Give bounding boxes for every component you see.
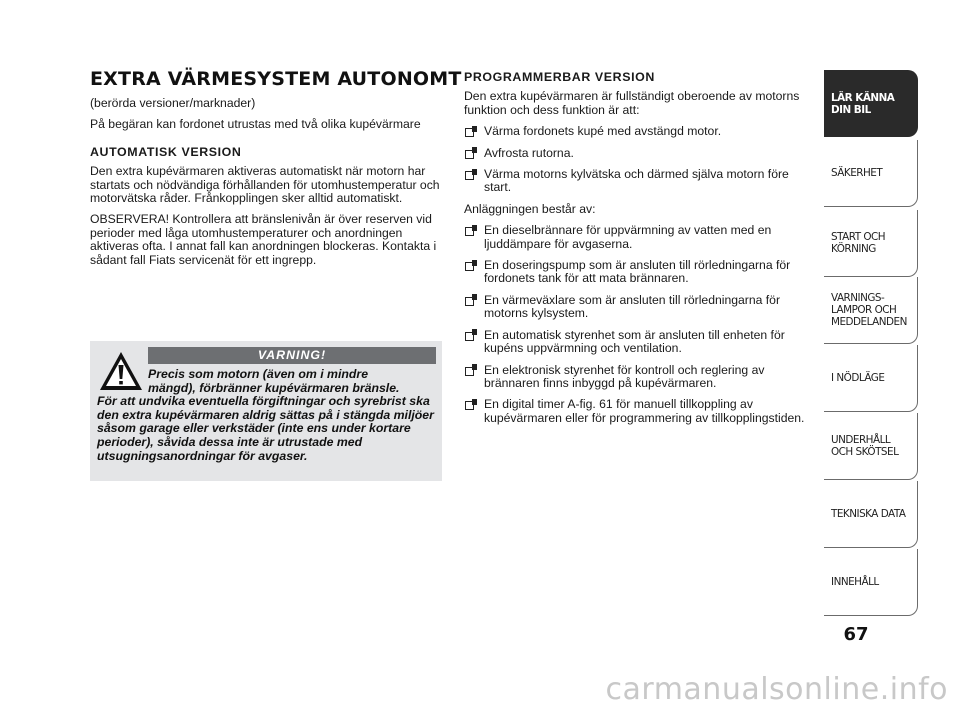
automatic-paragraph-2: OBSERVERA! Kontrollera att bränslenivån är över reserven vid perioder med låga utomhustemperaturer och anordningen aktiveras ofta. I annat fall kan anordningen blockeras. Kontakta i sådant fall Fiats servicenät för ett ingrepp. — [90, 212, 437, 267]
tab-i-nodlage[interactable]: I NÖDLÄGE — [824, 345, 918, 412]
automatic-version-heading: AUTOMATISK VERSION — [90, 144, 242, 159]
list-item: En doseringspump som är ansluten till rörledningarna för fordonets tank för att mata brännaren. — [464, 259, 809, 286]
checkbox-bullet-icon — [465, 171, 474, 180]
automatic-paragraph-1: Den extra kupévärmaren aktiveras automatiskt när motorn har startats och nödvändiga förhållanden för utomhustemperatur och motorvätska råder. Frånkopplingen sker alltid automatiskt. — [90, 164, 440, 206]
warning-box — [90, 341, 442, 481]
watermark-text: carmanualsonline.info — [605, 672, 948, 707]
page-title: EXTRA VÄRMESYSTEM AUTONOMT — [90, 68, 462, 90]
list-item: En automatisk styrenhet som är ansluten till enheten för kupéns uppvärmning och ventilation. — [464, 329, 809, 356]
list-item: En värmeväxlare som är ansluten till rörledningarna för motorns kylsystem. — [464, 294, 809, 321]
warning-text — [97, 368, 437, 463]
warning-rest: För att undvika eventuella förgiftningar och syrebrist ska den extra kupévärmaren aldrig sättas på i stängda miljöer såsom garage eller verkstäder (inte ens under kortare perioder), såvida dessa inte är utrustade med utsugningsanordningar för avgaser. — [97, 394, 434, 463]
parts-list — [464, 224, 809, 425]
intro-text: På begäran kan fordonet utrustas med två olika kupévärmare — [90, 117, 421, 132]
checkbox-bullet-icon — [465, 227, 474, 236]
list-item: En digital timer A-fig. 61 för manuell tillkoppling av kupévärmaren eller för programmering av tillkopplingstiden. — [464, 398, 809, 425]
tab-innehall[interactable]: INNEHÅLL — [824, 549, 918, 616]
list-item: Värma motorns kylvätska och därmed själva motorn före start. — [464, 168, 809, 195]
checkbox-bullet-icon — [465, 262, 474, 271]
tab-start-och-korning[interactable]: START OCH KÖRNING — [824, 210, 918, 277]
programmable-intro: Den extra kupévärmaren är fullständigt oberoende av motorns funktion och dess funktion är att: — [464, 89, 800, 117]
right-column — [464, 71, 809, 433]
tab-tekniska-data[interactable]: TEKNISKA DATA — [824, 481, 918, 548]
checkbox-bullet-icon — [465, 128, 474, 137]
versions-note: (berörda versioner/marknader) — [90, 96, 256, 110]
tab-underhall[interactable]: UNDERHÅLL OCH SKÖTSEL — [824, 413, 918, 480]
list-item: En dieselbrännare för uppvärmning av vatten med en ljuddämpare för avgaserna. — [464, 224, 809, 251]
checkbox-bullet-icon — [465, 401, 474, 410]
functions-list — [464, 125, 809, 195]
programmable-version-heading: PROGRAMMERBAR VERSION — [464, 70, 655, 84]
page-number: 67 — [843, 624, 869, 645]
parts-intro: Anläggningen består av: — [464, 201, 596, 216]
checkbox-bullet-icon — [465, 297, 474, 306]
checkbox-bullet-icon — [465, 367, 474, 376]
tab-sakerhet[interactable]: SÄKERHET — [824, 140, 918, 207]
left-column — [90, 97, 440, 275]
checkbox-bullet-icon — [465, 332, 474, 341]
list-item: En elektronisk styrenhet för kontroll och reglering av brännaren finns inbyggd på kupévärmaren. — [464, 364, 809, 391]
tab-lar-kanna-din-bil[interactable]: LÄR KÄNNA DIN BIL — [824, 70, 918, 137]
warning-label: VARNING! — [148, 347, 436, 364]
list-item: Värma fordonets kupé med avstängd motor. — [464, 125, 809, 138]
checkbox-bullet-icon — [465, 150, 474, 159]
list-item: Avfrosta rutorna. — [464, 147, 809, 160]
tab-varningslampor[interactable]: VARNINGS- LAMPOR OCH MEDDELANDEN — [824, 277, 918, 344]
warning-line-1: Precis som motorn (även om i mindre — [148, 367, 369, 381]
warning-line-2: mängd), förbränner kupévärmaren bränsle. — [148, 380, 400, 395]
